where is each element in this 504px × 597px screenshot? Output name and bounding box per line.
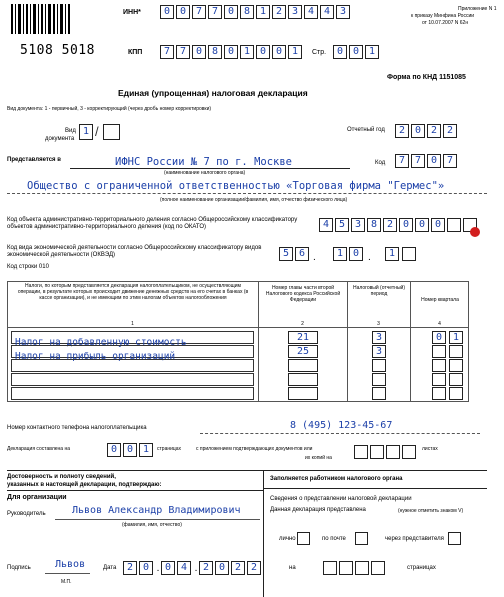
okved-group1: [279, 247, 311, 261]
doc-type-cell[interactable]: [79, 124, 93, 140]
head-underline: [55, 519, 260, 520]
tax-row-name-field[interactable]: [11, 359, 254, 372]
tax-row-chapter[interactable]: 25: [288, 345, 318, 358]
pages-cell[interactable]: 1: [139, 443, 153, 457]
inn-cell[interactable]: 0: [160, 5, 174, 19]
attach-label-2: их копий на: [305, 455, 332, 461]
date-cell[interactable]: 0: [139, 561, 153, 575]
phone-value[interactable]: 8 (495) 123-45-67: [290, 420, 393, 431]
office-line2-note: (нужное отметить знаком V): [398, 508, 464, 514]
tax-row-name-field[interactable]: [11, 387, 254, 400]
inn-cell[interactable]: 7: [208, 5, 222, 19]
okved-group3: [385, 247, 401, 261]
office-title-line: [263, 488, 487, 489]
tax-table-div-2: [347, 281, 348, 402]
head-caption: (фамилия, имя, отчество): [122, 522, 182, 528]
okved-dot-1: .: [313, 252, 316, 263]
sign-underline: [45, 573, 90, 574]
okved-cell[interactable]: 6: [295, 247, 309, 261]
okato-cell[interactable]: 0: [399, 218, 413, 232]
inn-cell[interactable]: 1: [256, 5, 270, 19]
office-on-label: на: [289, 565, 296, 571]
okato-cell[interactable]: 8: [367, 218, 381, 232]
appendix-line2: к приказу Минфина России: [411, 13, 475, 19]
bottom-divider: [263, 470, 264, 597]
okato-cell[interactable]: 3: [351, 218, 365, 232]
tax-row-quarter[interactable]: [449, 387, 463, 400]
tax-col1-number: 1: [131, 321, 134, 327]
inn-cell[interactable]: 4: [320, 5, 334, 19]
okved-line-code: Код строки 010: [7, 264, 49, 270]
okato-label: Код объекта административно-территориального деления согласно Общероссийскому классификатору объектов административно-территориального деления (код по ОКАТО): [7, 217, 298, 230]
tax-row-chapter[interactable]: 21: [288, 331, 318, 344]
doc-type-slash: /: [95, 124, 99, 139]
doc-type-correction-cell[interactable]: [103, 124, 120, 140]
pages-cell[interactable]: 0: [107, 443, 121, 457]
office-pages-cell[interactable]: [371, 561, 385, 575]
period-cell[interactable]: 2: [395, 124, 409, 138]
tax-col2-header: Номер главы части второй Налогового кодекса Российской Федерации: [265, 285, 341, 303]
okved-cell[interactable]: 5: [279, 247, 293, 261]
period-cell[interactable]: 2: [443, 124, 457, 138]
tax-col4-number: 4: [438, 321, 441, 327]
page-cells: [333, 45, 381, 59]
okato-cell[interactable]: 0: [431, 218, 445, 232]
mail-checkbox[interactable]: [355, 532, 368, 545]
period-cells: [395, 124, 459, 138]
kpp-label: КПП: [128, 49, 143, 56]
doc-type-label-2: документа: [45, 136, 75, 142]
date-dot: .: [194, 563, 198, 574]
okato-cell[interactable]: [447, 218, 461, 232]
tax-row-quarter[interactable]: [449, 345, 463, 358]
signature: Львов: [55, 559, 86, 570]
confirm-title-2: указанных в настоящей декларации, подтверждаю:: [7, 482, 162, 488]
tax-row-chapter[interactable]: [288, 387, 318, 400]
office-pages-cell[interactable]: [323, 561, 337, 575]
tax-row-quarter[interactable]: 1: [449, 331, 463, 344]
office-line1: Сведения о представлении налоговой декларации: [270, 496, 412, 502]
tax-row-quarter[interactable]: [432, 373, 446, 386]
attach-cell[interactable]: [402, 445, 416, 459]
authority-label: Представляется в: [7, 157, 61, 163]
taxpayer-name[interactable]: Общество с ограниченной ответственностью «Торговая фирма "Гермес"»: [27, 180, 445, 192]
attach-cell[interactable]: [386, 445, 400, 459]
form-code: Форма по КНД 1151085: [387, 74, 466, 81]
sign-label: Подпись: [7, 565, 31, 571]
tax-row-quarter[interactable]: [432, 345, 446, 358]
tax-row-period[interactable]: [372, 359, 386, 372]
phone-label: Номер контактного телефона налогоплательщика: [7, 425, 147, 431]
sheets-suffix: листах: [422, 446, 438, 452]
authority-code-cell[interactable]: 7: [395, 154, 409, 168]
okato-cell[interactable]: 4: [319, 218, 333, 232]
page-label: Стр.: [312, 49, 327, 56]
authority-field[interactable]: [112, 152, 342, 166]
stamp-label: М.П.: [61, 579, 72, 585]
tax-col2-number: 2: [301, 321, 304, 327]
tax-row-period[interactable]: [372, 387, 386, 400]
okato-cells: [319, 218, 479, 232]
tax-table-div-1: [258, 281, 259, 402]
okato-cell[interactable]: 5: [335, 218, 349, 232]
tax-table-div-3: [410, 281, 411, 402]
date-cells: [123, 561, 263, 577]
inn-cell[interactable]: 4: [304, 5, 318, 19]
kpp-cell[interactable]: 7: [160, 45, 174, 59]
kpp-cell[interactable]: 0: [192, 45, 206, 59]
date-cell[interactable]: 2: [247, 561, 261, 575]
authority-code-cell[interactable]: 7: [443, 154, 457, 168]
taxpayer-caption: (полное наименование организации/фамилия, имя, отчество физического лица): [160, 197, 348, 203]
tax-row-quarter[interactable]: [449, 359, 463, 372]
tax-row-name: Налог на добавленную стоимость: [15, 337, 187, 348]
mail-label: по почте: [322, 536, 346, 542]
inn-cell[interactable]: 7: [192, 5, 206, 19]
kpp-cell[interactable]: 1: [240, 45, 254, 59]
office-pages-cell[interactable]: [339, 561, 353, 575]
inn-cell[interactable]: 0: [176, 5, 190, 19]
date-cell[interactable]: 2: [123, 561, 137, 575]
barcode: [10, 4, 70, 42]
page-cell[interactable]: 0: [349, 45, 363, 59]
office-pages-label: страницах: [407, 565, 436, 571]
pages-cell[interactable]: 0: [123, 443, 137, 457]
okato-cell[interactable]: 2: [383, 218, 397, 232]
authority-caption: (наименование налогового органа): [164, 170, 246, 176]
phone-underline: [200, 433, 480, 434]
tax-row-quarter[interactable]: [432, 359, 446, 372]
date-cell[interactable]: 4: [177, 561, 191, 575]
bottom-top-line: [7, 470, 487, 471]
tax-col3-number: 3: [377, 321, 380, 327]
page-cell[interactable]: 0: [333, 45, 347, 59]
okved-cell[interactable]: 1: [385, 247, 399, 261]
inn-cells: [160, 5, 352, 19]
okved-dot-2: .: [368, 252, 371, 263]
kpp-cell[interactable]: 7: [176, 45, 190, 59]
kpp-cell[interactable]: 1: [288, 45, 302, 59]
office-title: Заполняется работником налогового органа: [270, 476, 403, 482]
barcode-number: 5108 5018: [20, 43, 95, 58]
rep-checkbox[interactable]: [448, 532, 461, 545]
office-pages-cells: [323, 561, 387, 575]
pages-suffix: страницах: [157, 446, 182, 452]
authority-code-cells: [395, 154, 459, 168]
date-cell[interactable]: 2: [199, 561, 213, 575]
head-name[interactable]: Львов Александр Владимирович: [72, 505, 241, 516]
doc-type-value: 1: [82, 126, 90, 137]
kpp-cell[interactable]: 0: [272, 45, 286, 59]
rep-label: через представителя: [385, 536, 444, 542]
personal-checkbox[interactable]: [297, 532, 310, 545]
date-cell[interactable]: 2: [231, 561, 245, 575]
head-label: Руководитель: [7, 511, 46, 517]
inn-cell[interactable]: 0: [224, 5, 238, 19]
tax-row-period[interactable]: 3: [372, 331, 386, 344]
okved-group2: [333, 247, 365, 261]
tax-row-name-field[interactable]: [11, 373, 254, 386]
appendix-line1: Приложение N 1: [458, 6, 497, 12]
page-cell[interactable]: 1: [365, 45, 379, 59]
okved-label: Код вида экономической деятельности согласно Общероссийскому классификатору видов экономической деятельности (ОКВЭД): [7, 245, 262, 258]
attach-cells: [354, 445, 418, 459]
authority-code-cell[interactable]: 0: [427, 154, 441, 168]
office-line2: Данная декларация представлена: [270, 507, 366, 513]
okved-cell[interactable]: 0: [349, 247, 363, 261]
kpp-cells: [160, 45, 304, 59]
pages-label: Декларация составлена на: [7, 446, 70, 452]
tax-table-header-line: [7, 327, 469, 328]
inn-cell[interactable]: 3: [336, 5, 350, 19]
tax-col1-header: Налоги, по которым представляется декларация налогоплательщиком, не осуществляющим операции, в результате которых происходит движение денежных средств на его счетах в банках (в кассе организации), и не имеющим по этим налогам объектов налогообложения: [17, 283, 249, 301]
office-pages-cell[interactable]: [355, 561, 369, 575]
attach-cell[interactable]: [354, 445, 368, 459]
okato-cell[interactable]: 0: [415, 218, 429, 232]
tax-row-quarter[interactable]: 0: [432, 331, 446, 344]
confirm-title-line: [7, 490, 263, 491]
date-cell[interactable]: 0: [161, 561, 175, 575]
tax-row-quarter[interactable]: [432, 387, 446, 400]
inn-cell[interactable]: 2: [272, 5, 286, 19]
date-label: Дата: [103, 565, 117, 571]
date-dot: .: [156, 563, 160, 574]
period-cell[interactable]: 2: [427, 124, 441, 138]
authority-value: ИФНС России № 7 по г. Москве: [115, 156, 293, 168]
tax-col3-header: Налоговый (отчетный) период: [352, 285, 406, 297]
period-cell[interactable]: 0: [411, 124, 425, 138]
attach-label-1: с приложением подтверждающих документов или: [196, 446, 313, 452]
confirm-title-1: Достоверность и полноту сведений,: [7, 474, 116, 480]
authority-code-label: Код: [375, 160, 386, 166]
kpp-cell[interactable]: 0: [256, 45, 270, 59]
attach-cell[interactable]: [370, 445, 384, 459]
org-label: Для организации: [7, 494, 67, 501]
doc-type-note: Вид документа: 1 - первичный, 3 - корректирующий (через дробь номер корректировки): [7, 106, 212, 112]
personal-label: лично: [279, 536, 296, 542]
tax-row-name-field[interactable]: [11, 345, 254, 362]
inn-cell[interactable]: 3: [288, 5, 302, 19]
kpp-cell[interactable]: 8: [208, 45, 222, 59]
okved-extra-cell[interactable]: [402, 247, 416, 261]
tax-row-period[interactable]: [372, 373, 386, 386]
date-cell[interactable]: 0: [215, 561, 229, 575]
authority-underline: [70, 168, 350, 169]
tax-row-quarter[interactable]: [449, 373, 463, 386]
page-title: Единая (упрощенная) налоговая декларация: [118, 88, 308, 98]
kpp-cell[interactable]: 0: [224, 45, 238, 59]
inn-label: ИНН*: [123, 9, 141, 16]
taxpayer-dash: [7, 193, 487, 194]
okved-cell[interactable]: 1: [333, 247, 347, 261]
barcode-graphic: [10, 4, 70, 42]
appendix-line3: от 10.07.2007 N 62н: [422, 20, 469, 26]
authority-code-cell[interactable]: 7: [411, 154, 425, 168]
tax-row-name-field[interactable]: [11, 331, 254, 348]
tax-row-chapter[interactable]: [288, 359, 318, 372]
tax-col4-header: Номер квартала: [421, 297, 459, 303]
period-label: Отчетный год: [347, 127, 385, 133]
inn-cell[interactable]: 8: [240, 5, 254, 19]
tax-row-chapter[interactable]: [288, 373, 318, 386]
okato-red-dot: [470, 227, 480, 237]
tax-row-period[interactable]: 3: [372, 345, 386, 358]
pages-cells: [107, 443, 155, 457]
tax-row-name: Налог на прибыль организаций: [15, 351, 176, 362]
doc-type-label-1: Вид: [65, 128, 76, 134]
tax-row-name: [12, 393, 15, 404]
